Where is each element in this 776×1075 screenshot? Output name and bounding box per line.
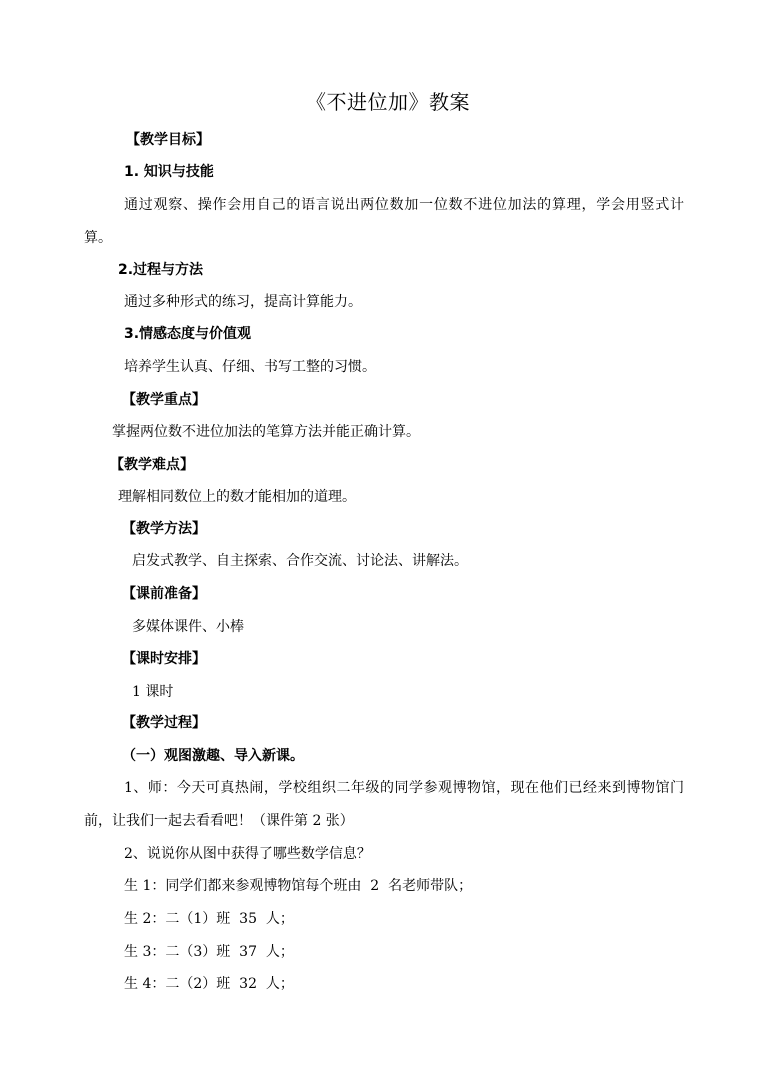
- step1-paragraph-line-1: 1、师：今天可真热闹，学校组织二年级的同学参观博物馆，现在他们已经来到博物馆门: [124, 780, 684, 796]
- method-text: 启发式教学、自主探索、合作交流、讨论法、讲解法。: [132, 553, 468, 569]
- knowledge-text-line-2: 算。: [84, 230, 112, 246]
- process-heading: 2.过程与方法: [118, 262, 204, 278]
- step1-question: 2、说说你从图中获得了哪些数学信息？: [124, 846, 371, 862]
- step1-paragraph-line-2: 前，让我们一起去看看吧！（课件第 2 张）: [84, 813, 354, 829]
- knowledge-heading: 1. 知识与技能: [124, 164, 214, 180]
- schedule-text: 1 课时: [132, 684, 174, 700]
- difficulty-heading: 【教学难点】: [110, 457, 194, 473]
- document-title: 《不进位加》教案: [306, 90, 470, 114]
- attitude-text: 培养学生认真、仔细、书写工整的习惯。: [124, 359, 376, 375]
- attitude-heading: 3.情感态度与价值观: [124, 326, 252, 342]
- student-answer-3: 生 3：二（3）班 37 人；: [124, 944, 294, 960]
- objectives-heading: 【教学目标】: [126, 132, 210, 148]
- schedule-heading: 【课时安排】: [122, 651, 206, 667]
- keypoint-heading: 【教学重点】: [122, 392, 206, 408]
- student-answer-2: 生 2：二（1）班 35 人；: [124, 911, 294, 927]
- step1-heading: （一）观图激趣、导入新课。: [122, 748, 304, 764]
- process-text: 通过多种形式的练习，提高计算能力。: [124, 294, 362, 310]
- method-heading: 【教学方法】: [122, 521, 206, 537]
- prep-heading: 【课前准备】: [122, 586, 206, 602]
- prep-text: 多媒体课件、小棒: [132, 619, 244, 635]
- student-answer-1: 生 1：同学们都来参观博物馆每个班由 2 名老师带队；: [124, 878, 473, 894]
- difficulty-text: 理解相同数位上的数才能相加的道理。: [118, 489, 356, 505]
- student-answer-4: 生 4：二（2）班 32 人；: [124, 976, 294, 992]
- knowledge-text-line-1: 通过观察、操作会用自己的语言说出两位数加一位数不进位加法的算理，学会用竖式计: [124, 197, 684, 213]
- procedure-heading: 【教学过程】: [122, 715, 206, 731]
- keypoint-text: 掌握两位数不进位加法的笔算方法并能正确计算。: [112, 424, 420, 440]
